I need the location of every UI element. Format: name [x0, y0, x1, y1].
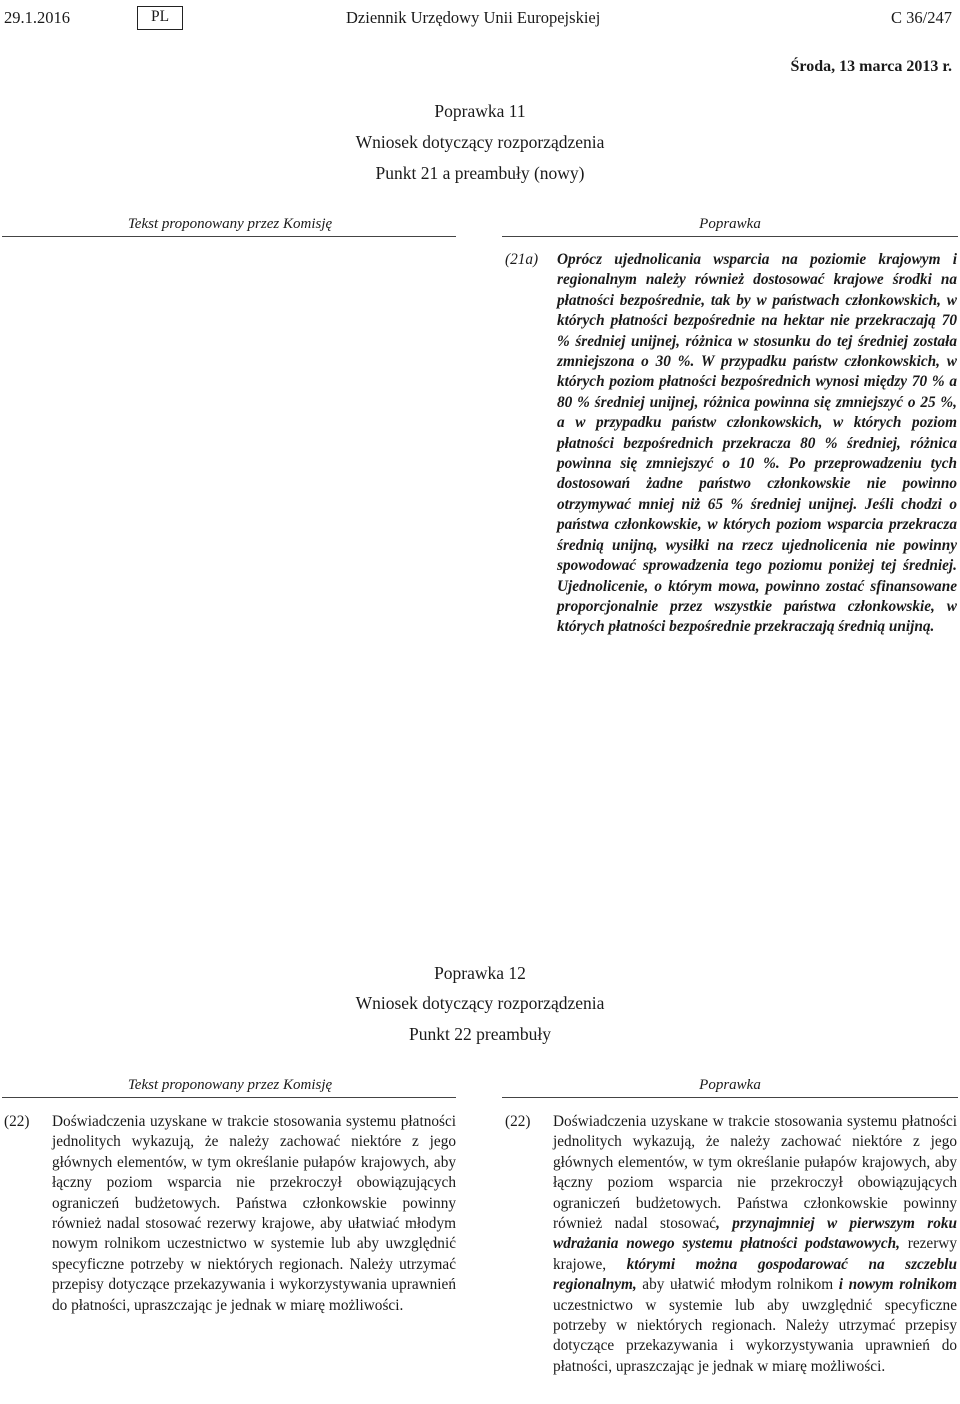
amendment-point: Punkt 22 preambuły — [409, 1024, 551, 1044]
sitting-date: Środa, 13 marca 2013 r. — [790, 58, 952, 75]
left-column-header: Tekst proponowany przez Komisję — [127, 1077, 333, 1093]
running-header — [0, 6, 960, 32]
text-segment: uczestnictwo w systemie lub aby uwzględnić specyficzne potrzeby w niektórych regionach. Należy utrzymać przepisy dotyczące przekazywania i wykorzystywania uprawnień do płatności, upraszczając je jednak w miarę możliwości. — [553, 1296, 957, 1375]
right-column-header: Poprawka — [699, 1077, 761, 1093]
amendment-paragraph — [505, 250, 957, 690]
paragraph-number: (21a) — [505, 251, 539, 268]
amendment-point: Punkt 21 a preambuły (nowy) — [375, 163, 585, 183]
amendment-subtitle: Wniosek dotyczący rozporządzenia — [355, 993, 605, 1013]
text-segment: Doświadczenia uzyskane w trakcie stosowania systemu płatności jednolitych wykazują, że należy zachować niektóre z jego głównych elementów, w tym określanie pułapów krajowych, aby łączny poziom wsparcia nie przekroczył obowiązujących ograniczeń budżetowych. Państwa członkowskie powinny również nadal stosować — [553, 1113, 957, 1233]
amendment-paragraph — [505, 1112, 957, 1402]
publication-date: 29.1.2016 — [4, 8, 70, 27]
column-rule-right — [502, 1097, 958, 1098]
amendment-text — [553, 1112, 957, 1377]
commission-text-paragraph — [4, 1112, 456, 1352]
amendment-title: Poprawka 11 — [434, 101, 526, 121]
paragraph-number: (22) — [505, 1113, 531, 1130]
amendment-text: Oprócz ujednolicania wsparcia na poziomie krajowym i regionalnym należy również dostosować krajowe środki na płatności bezpośrednie, tak by w państwach członkowskich, w których płatności bezpośrednie na hektar nie przekraczają 70 % średniej unijnej, różnica w stosunku do tej średniej została zmniejszona o 30 %. W przypadku państw członkowskich, w których poziom płatności bezpośrednich wynosi między 70 % a 80 % średniej unijnej, różnica powinna się zmniejszyć o 25 %, a w przypadku państw członkowskich, w których poziom płatności bezpośrednich przekracza 80 % średniej, różnica powinna się zmniejszyć o 10 %. Po przeprowadzeniu tych dostosowań żadne państwo członkowskie nie powinno otrzymywać mniej niż 65 % średniej unijnej. Jeśli chodzi o państwa członkowskie, w których poziom wsparcia przekracza średnią unijną, wysiłki na rzecz ujednolicenia nie powinny spowodować sprowadzenia tego poziomu poniżej tej średniej. Ujednolicenie, o którym mowa, powinno zostać sfinansowane proporcjonalnie przez wszystkie państwa członkowskie, w których płatności bezpośrednie przekraczają średnią unijną. — [557, 251, 957, 636]
left-column-header: Tekst proponowany przez Komisję — [127, 216, 333, 232]
amendment-subtitle: Wniosek dotyczący rozporządzenia — [355, 132, 605, 152]
language-code-box: PL — [137, 6, 183, 30]
column-rule-right — [502, 236, 958, 237]
column-rule-left — [2, 236, 456, 237]
journal-title: Dziennik Urzędowy Unii Europejskiej — [346, 8, 601, 27]
inserted-text-segment: i nowym rolnikom — [838, 1276, 958, 1294]
column-rule-left — [2, 1097, 456, 1098]
page-reference: C 36/247 — [891, 8, 952, 27]
paragraph-number: (22) — [4, 1113, 30, 1130]
inserted-text-segment: którymi można gospodarować na szczeblu regionalnym, — [553, 1255, 957, 1294]
right-column-header: Poprawka — [699, 216, 761, 232]
amendment-title: Poprawka 12 — [434, 963, 526, 983]
text-segment: rezerwy krajowe, — [553, 1235, 957, 1273]
commission-text: Doświadczenia uzyskane w trakcie stosowania systemu płatności jednolitych wykazują, że należy zachować niektóre z jego głównych elementów, w tym określanie pułapów krajowych, aby łączny poziom wsparcia nie przekroczył obowiązujących ograniczeń budżetowych. Państwa członkowskie powinny również nadal stosować rezerwy krajowe, aby ułatwiać młodym nowym rolnikom uczestnictwo w systemie lub aby uwzględnić specyficzne potrzeby w niektórych regionach. Należy utrzymać przepisy dotyczące przekazywania i wykorzystywania uprawnień do płatności, upraszczając je jednak w miarę możliwości. — [52, 1113, 456, 1314]
text-segment: aby ułatwić młodym rolnikom — [636, 1276, 839, 1294]
inserted-text-segment: , przynajmniej w pierwszym roku wdrażania nowego systemu płatności podstawowych, — [553, 1215, 957, 1253]
